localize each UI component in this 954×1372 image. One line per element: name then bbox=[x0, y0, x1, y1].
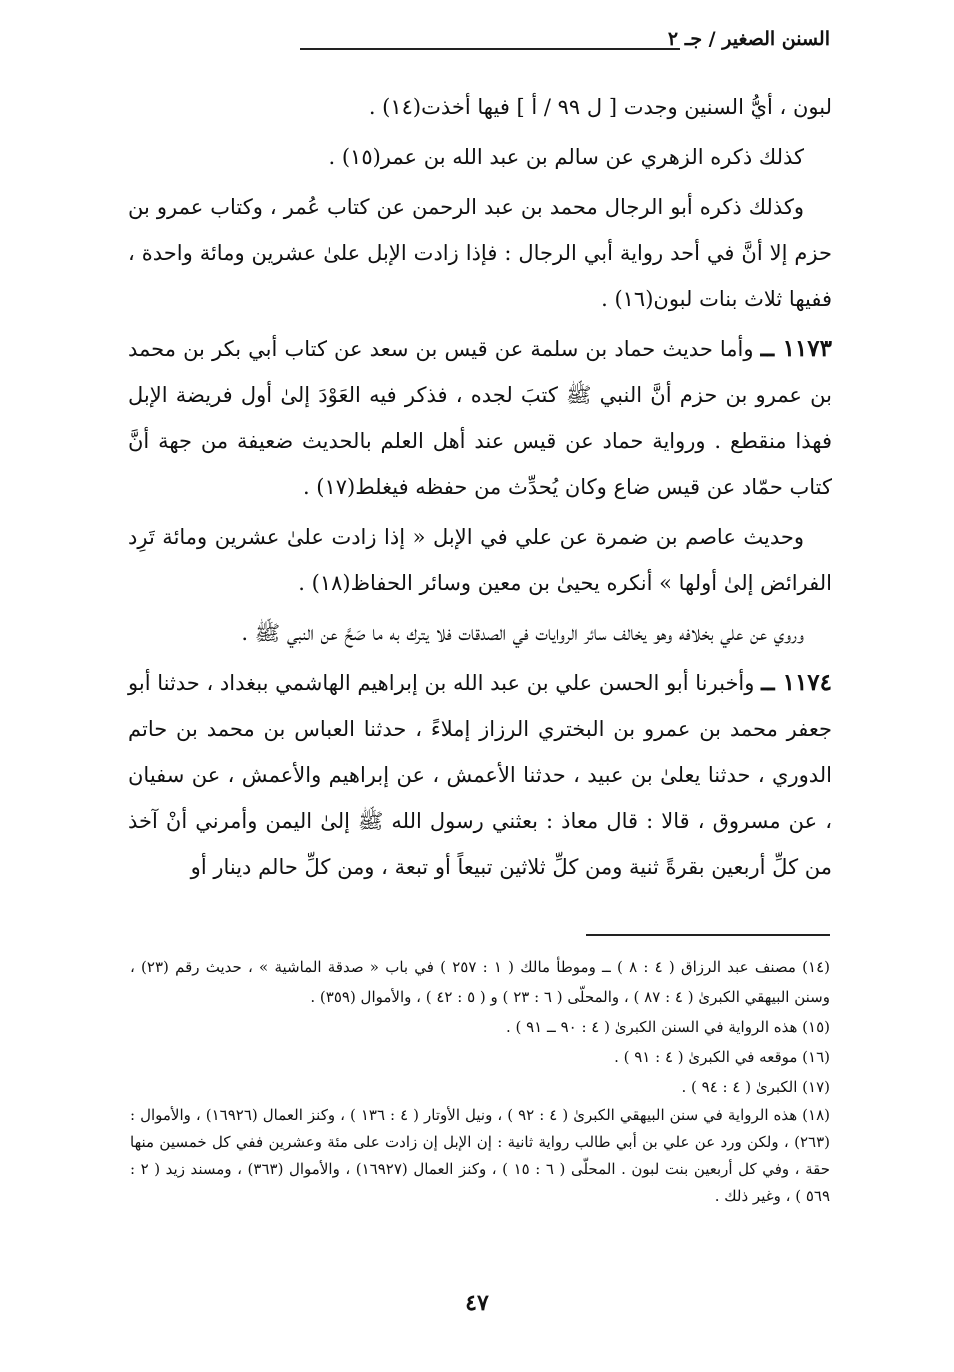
hadith-1174-text: وأخبرنا أبو الحسن علي بن عبد الله بن إبراهيم الهاشمي ببغداد ، حدثنا أبو جعفر محمد بن عمرو بن البختري الرزاز إملاءً ، حدثنا العباس بن محمد بن حاتم الدوري ، حدثنا يعلىٰ بن عبيد ، حدثنا الأعمش ، عن إبراهيم والأعمش ، عن سفيان ، عن مسروق ، قالا : قال معاذ : بعثني رسول الله ﷺ إلىٰ اليمن وأمرني أنْ آخذ من كلِّ أربعين بقرةً ثنية ومن كلِّ ثلاثين تبيعاً أو تبعة ، ومن كلِّ حالم دينار أو bbox=[128, 671, 832, 879]
hadith-1174 bbox=[128, 660, 832, 890]
main-text bbox=[128, 84, 832, 894]
page-number: ٤٧ bbox=[465, 1290, 489, 1316]
footnote-15: (١٥) هذه الرواية في السنن الكبرىٰ ( ٤ : ٩٠ ــ ٩١ ) . bbox=[505, 1018, 830, 1036]
running-header bbox=[300, 22, 830, 62]
footnotes bbox=[130, 952, 830, 1210]
paragraph-2: كذلك ذكره الزهري عن سالم بن عبد الله بن عمر(١٥) . bbox=[328, 145, 804, 169]
footnote-16: (١٦) موقعه في الكبرىٰ ( ٤ : ٩١ ) . bbox=[614, 1048, 830, 1066]
header-title: السنن الصغير / جـ ٢ bbox=[667, 28, 830, 50]
paragraph-5: وحديث عاصم بن ضمرة عن علي في الإبل « إذا زادت علىٰ عشرين ومائة تَرِد الفرائض إلىٰ أولها » أنكره يحيىٰ بن معين وسائر الحفاظ(١٨) . bbox=[128, 525, 832, 595]
hadith-number-1174: ١١٧٤ ــ bbox=[761, 669, 833, 696]
footnote-separator bbox=[586, 934, 830, 936]
hadith-number-1173: ١١٧٣ ــ bbox=[760, 335, 832, 362]
footnote-14: (١٤) مصنف عبد الرزاق ( ٤ : ٨ ) ــ وموطأ مالك ( ١ : ٢٥٧ ) في باب « صدقة الماشية » ، حديث رقم (٢٣) ، وسنن البيهقي الكبرىٰ ( ٤ : ٨٧ ) ، والمحلّى ( ٦ : ٢٣ ) و ( ٥ : ٤٢ ) ، والأموال (٣٥٩) . bbox=[130, 958, 830, 1006]
footnote-18: (١٨) هذه الرواية في سنن البيهقي الكبرىٰ ( ٤ : ٩٢ ) ، ونيل الأوتار ( ٤ : ١٣٦ ) ، وكنز العمال (١٦٩٢٦) ، والأموال : (٢٦٣) ، ولكن ورد عن علي بن أبي طالب رواية ثانية : إن الإبل إن زادت على مئة وعشرين ففي كل خمسين منها حقة ، وفي كل أربعين بنت لبون . المحلّى ( ٦ : ١٥ ) ، وكنز العمال (١٦٩٢٧) ، والأموال (٣٦٣) ، ومسند زيد ( ٢ : ٥٦٩ ) ، وغير ذلك . bbox=[130, 1106, 830, 1205]
paragraph-6: وروي عن علي بخلافه وهو يخالف سائر الروايات في الصدقات فلا يترك به ما صَحَّ عن النبي ﷺ . bbox=[241, 621, 804, 645]
hadith-1173-text: وأما حديث حماد بن سلمة عن قيس بن سعد عن كتاب أبي بكر بن محمد بن عمرو بن حزم أنَّ النبي ﷺ كتبَ لجده ، فذكر فيه العَوْدَ إلىٰ أول فريضة الإبل فهذا منقطع . ورواية حماد عن قيس عند أهل العلم بالحديث ضعيفة من جهة أنَّ كتاب حمّاد عن قيس ضاع وكان يُحدِّث من حفظه فيغلط(١٧) . bbox=[128, 337, 832, 499]
header-rule bbox=[300, 48, 680, 50]
paragraph-3: وكذلك ذكره أبو الرجال محمد بن عبد الرحمن عن كتاب عُمر ، وكتاب عمرو بن حزم إلا أنَّ في أحد رواية أبي الرجال : فإذا زادت الإبل علىٰ عشرين ومائة واحدة ، ففيها ثلاث بنات لبون(١٦) . bbox=[128, 195, 832, 311]
paragraph-1: لبون ، أيُّ السنين وجدت [ ل ٩٩ / أ ] فيها أخذت(١٤) . bbox=[368, 95, 832, 119]
footnote-17: (١٧) الكبرىٰ ( ٤ : ٩٤ ) . bbox=[681, 1078, 830, 1096]
hadith-1173 bbox=[128, 326, 832, 510]
